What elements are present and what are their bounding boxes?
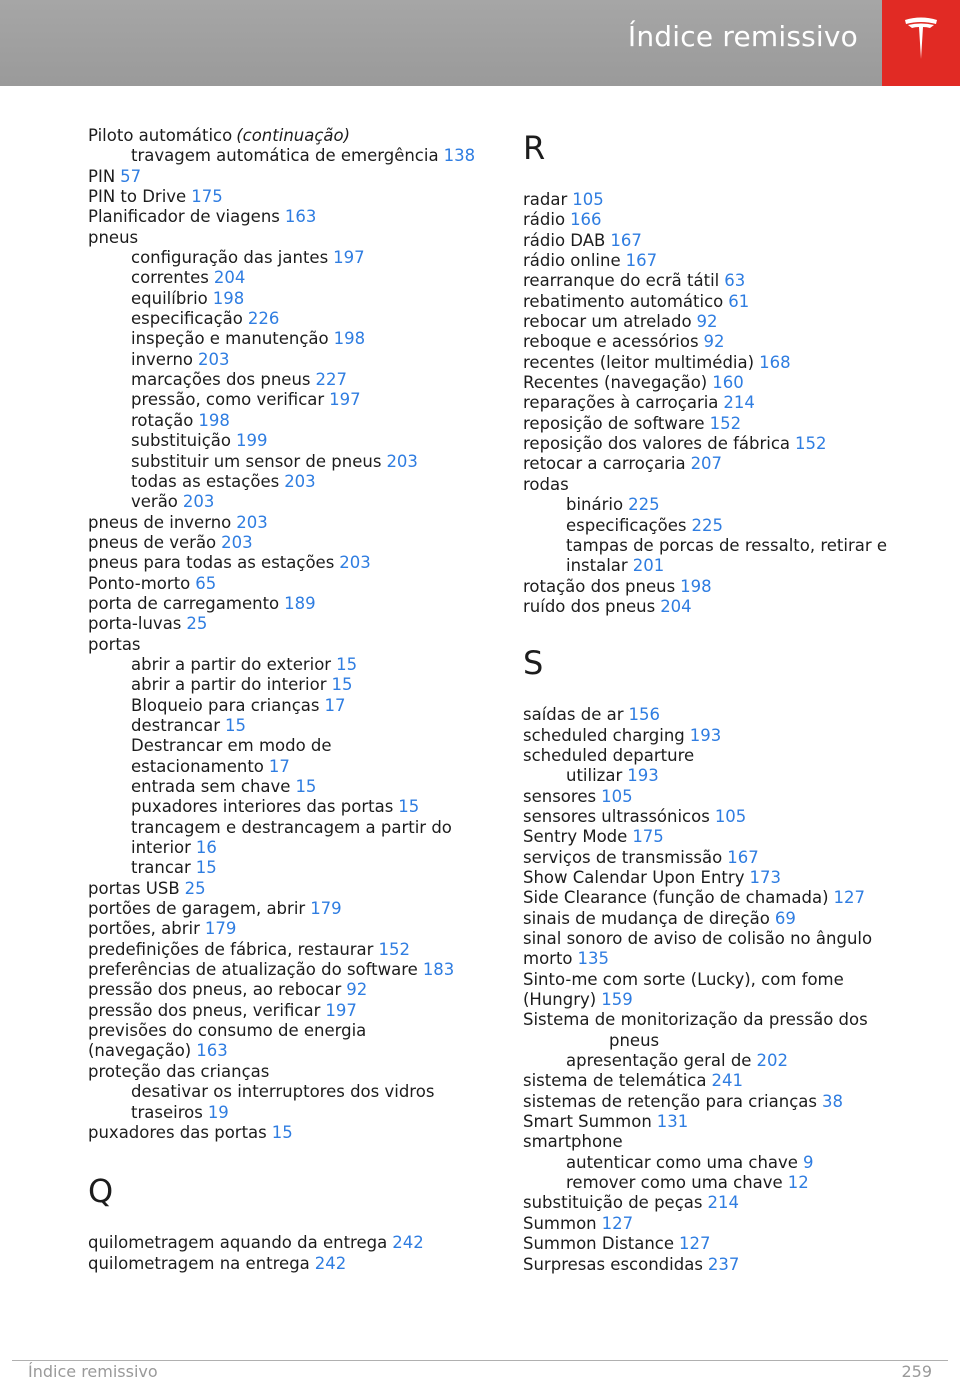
page-reference-link[interactable]: 152 bbox=[378, 939, 410, 959]
index-subentry bbox=[88, 370, 488, 390]
index-entry bbox=[523, 909, 913, 929]
page-title: Índice remissivo bbox=[627, 20, 858, 53]
index-entry bbox=[88, 167, 488, 187]
entry-label: portas bbox=[88, 634, 141, 654]
page-reference-link[interactable]: 193 bbox=[627, 766, 659, 786]
entry-label: pneus para todas as estações bbox=[88, 553, 335, 573]
page-reference-link[interactable]: 19 bbox=[207, 1102, 229, 1122]
page-reference-link[interactable]: 38 bbox=[821, 1091, 843, 1111]
index-entry bbox=[523, 929, 913, 970]
footer-page-number: 259 bbox=[901, 1362, 932, 1381]
entry-label: inverno bbox=[131, 349, 194, 369]
index-subentry bbox=[523, 1031, 913, 1051]
page-reference-link[interactable]: 193 bbox=[689, 725, 722, 745]
index-subentry bbox=[523, 495, 913, 515]
page-reference-link[interactable]: 203 bbox=[236, 512, 268, 532]
index-entry bbox=[88, 1021, 488, 1062]
index-subentry bbox=[88, 390, 488, 410]
entry-label: todas as estações bbox=[131, 471, 280, 491]
page-reference-link[interactable]: 105 bbox=[601, 786, 633, 806]
entry-label: rádio DAB bbox=[523, 230, 606, 250]
index-entry bbox=[523, 373, 913, 393]
entry-label: marcações dos pneus bbox=[131, 370, 311, 390]
index-entry bbox=[523, 231, 913, 251]
page-reference-link[interactable]: 135 bbox=[577, 949, 610, 969]
index-entry bbox=[88, 187, 488, 207]
page-reference-link[interactable]: 203 bbox=[284, 471, 316, 491]
index-subentry bbox=[523, 1153, 913, 1173]
index-entry bbox=[88, 899, 488, 919]
index-entry bbox=[523, 705, 913, 725]
index-entry bbox=[88, 879, 488, 899]
entry-label: puxadores das portas bbox=[88, 1122, 267, 1142]
entry-label: porta-luvas bbox=[88, 614, 182, 634]
page-reference-link[interactable]: 63 bbox=[724, 271, 746, 291]
page-reference-link[interactable]: 92 bbox=[703, 332, 725, 352]
page-reference-link[interactable]: 92 bbox=[346, 980, 368, 1000]
index-entry bbox=[523, 312, 913, 332]
entry-label: remover como uma chave bbox=[566, 1173, 783, 1193]
entry-label: quilometragem aquando da entrega bbox=[88, 1233, 388, 1253]
page-reference-link[interactable]: 189 bbox=[284, 593, 316, 613]
entry-label: Summon Distance bbox=[523, 1234, 675, 1254]
index-entry bbox=[523, 271, 913, 291]
tesla-logo-icon bbox=[903, 16, 939, 62]
page-reference-link[interactable]: 17 bbox=[268, 756, 290, 776]
index-entry bbox=[523, 1132, 913, 1152]
index-entry bbox=[523, 210, 913, 230]
page-reference-link[interactable]: 138 bbox=[443, 146, 476, 166]
page-reference-link[interactable]: 179 bbox=[204, 919, 237, 939]
index-subentry bbox=[88, 452, 488, 472]
entry-label: travagem automática de emergência bbox=[131, 146, 439, 166]
page-reference-link[interactable]: 199 bbox=[235, 431, 268, 451]
entry-label: radar bbox=[523, 190, 568, 209]
entry-label: Planificador de viagens bbox=[88, 207, 280, 227]
index-entry bbox=[523, 1112, 913, 1132]
entry-label: Bloqueio para crianças bbox=[131, 695, 320, 715]
entry-label: puxadores interiores das portas bbox=[131, 797, 394, 817]
page-reference-link[interactable]: 203 bbox=[198, 349, 230, 369]
entry-label: saídas de ar bbox=[523, 705, 624, 725]
index-entry bbox=[88, 553, 488, 573]
page-reference-link[interactable]: 131 bbox=[656, 1112, 689, 1132]
entry-label: especificação bbox=[131, 309, 243, 329]
entry-label: reparações à carroçaria bbox=[523, 393, 719, 413]
index-entry bbox=[88, 1254, 488, 1274]
index-entry bbox=[88, 919, 488, 939]
section-letter: S bbox=[523, 644, 544, 683]
entry-label: abrir a partir do exterior bbox=[131, 654, 332, 674]
index-entry bbox=[523, 827, 913, 847]
page-header bbox=[0, 0, 882, 86]
index-subentry bbox=[88, 1082, 488, 1123]
entry-label: quilometragem na entrega bbox=[88, 1253, 310, 1273]
entry-label: tampas de porcas de ressalto, retirar e instalar bbox=[566, 535, 888, 576]
page-reference-link[interactable]: 197 bbox=[325, 1000, 357, 1020]
index-entry bbox=[523, 1234, 913, 1254]
page-reference-link[interactable]: 175 bbox=[632, 827, 664, 847]
index-subentry bbox=[88, 146, 488, 166]
index-column-left bbox=[88, 126, 488, 1274]
entry-label: pneus de verão bbox=[88, 532, 217, 552]
index-entry bbox=[88, 980, 488, 1000]
entry-label: ruído dos pneus bbox=[523, 596, 656, 616]
entry-label: portões, abrir bbox=[88, 919, 200, 939]
section-letter: R bbox=[523, 129, 546, 167]
page-reference-link[interactable]: 214 bbox=[707, 1193, 739, 1213]
entry-label: reposição dos valores de fábrica bbox=[523, 434, 791, 454]
index-subentry bbox=[523, 1173, 913, 1193]
page-reference-link[interactable]: 127 bbox=[833, 888, 866, 908]
entry-label: sinais de mudança de direção bbox=[523, 908, 770, 928]
entry-label: predefinições de fábrica, restaurar bbox=[88, 939, 374, 959]
index-subentry bbox=[88, 797, 488, 817]
page-reference-link[interactable]: 16 bbox=[195, 838, 217, 858]
index-entry bbox=[523, 807, 913, 827]
index-subentry bbox=[88, 858, 488, 878]
page-reference-link[interactable]: 225 bbox=[691, 515, 724, 535]
page-reference-link[interactable]: 198 bbox=[680, 576, 712, 596]
index-subentry bbox=[523, 1051, 913, 1071]
page-reference-link[interactable]: 214 bbox=[723, 393, 755, 413]
brand-logo-block bbox=[882, 0, 960, 86]
page-reference-link[interactable]: 92 bbox=[696, 312, 718, 332]
page-reference-link[interactable]: 173 bbox=[749, 867, 781, 887]
entry-label: Destrancar em modo de estacionamento bbox=[131, 736, 332, 776]
page-reference-link[interactable]: 241 bbox=[711, 1071, 743, 1091]
entry-label: rebatimento automático bbox=[523, 291, 724, 311]
index-column-right bbox=[523, 126, 913, 1275]
index-entry bbox=[523, 848, 913, 868]
index-entry bbox=[88, 614, 488, 634]
entry-label: sistema de telemática bbox=[523, 1071, 707, 1091]
entry-label: correntes bbox=[131, 268, 209, 288]
entry-label: equilíbrio bbox=[131, 288, 208, 308]
index-entry bbox=[523, 1214, 913, 1234]
page-reference-link[interactable]: 168 bbox=[759, 352, 791, 372]
index-subentry bbox=[88, 716, 488, 736]
entry-label: utilizar bbox=[566, 766, 623, 786]
index-entry bbox=[523, 726, 913, 746]
entry-label: substituição bbox=[131, 431, 231, 451]
entry-label: trancagem e destrancagem a partir do interior bbox=[131, 817, 452, 858]
index-entry bbox=[523, 393, 913, 413]
index-entry bbox=[523, 292, 913, 312]
entry-label: destrancar bbox=[131, 715, 221, 735]
entry-label: sensores bbox=[523, 786, 597, 806]
entry-label: serviços de transmissão bbox=[523, 847, 723, 867]
index-entry bbox=[523, 970, 913, 1011]
entry-label: Summon bbox=[523, 1213, 597, 1233]
index-subentry bbox=[88, 655, 488, 675]
index-entry bbox=[523, 190, 913, 210]
entry-label: substituir um sensor de pneus bbox=[131, 451, 382, 471]
entry-label: rearranque do ecrã tátil bbox=[523, 271, 720, 291]
index-entry bbox=[88, 594, 488, 614]
page-reference-link[interactable]: 127 bbox=[679, 1234, 711, 1254]
index-subentry bbox=[88, 248, 488, 268]
index-entry bbox=[88, 126, 488, 146]
index-entry bbox=[523, 1255, 913, 1275]
index-subentry bbox=[88, 492, 488, 512]
entry-label: configuração das jantes bbox=[131, 248, 329, 268]
continuation-note: (continuação) bbox=[236, 126, 351, 145]
page-reference-link[interactable]: 179 bbox=[310, 899, 342, 919]
entry-label: especificações bbox=[566, 515, 687, 535]
index-entry bbox=[88, 533, 488, 553]
index-entry bbox=[88, 1233, 488, 1253]
page-reference-link[interactable]: 203 bbox=[221, 532, 253, 552]
index-entry bbox=[523, 1092, 913, 1112]
index-entry bbox=[523, 332, 913, 352]
entry-label: Side Clearance (função de chamada) bbox=[523, 888, 829, 908]
page-reference-link[interactable]: 227 bbox=[315, 370, 347, 390]
index-subentry bbox=[88, 289, 488, 309]
page-reference-link[interactable]: 183 bbox=[422, 960, 455, 980]
page-reference-link[interactable]: 226 bbox=[247, 309, 280, 329]
index-entry bbox=[88, 207, 488, 227]
entry-label: sistemas de retenção para crianças bbox=[523, 1091, 817, 1111]
index-entry bbox=[523, 1010, 913, 1030]
entry-label: sensores ultrassónicos bbox=[523, 806, 710, 826]
index-entry bbox=[523, 414, 913, 434]
entry-label: rádio bbox=[523, 210, 566, 230]
page-reference-link[interactable]: 167 bbox=[727, 847, 759, 867]
index-subentry bbox=[88, 411, 488, 431]
entry-label: retocar a carroçaria bbox=[523, 454, 686, 474]
footer-divider bbox=[12, 1360, 948, 1361]
page-reference-link[interactable]: 15 bbox=[295, 777, 317, 796]
index-entry bbox=[523, 868, 913, 888]
entry-label: Ponto-morto bbox=[88, 573, 191, 593]
page-reference-link[interactable]: 175 bbox=[191, 187, 223, 207]
entry-label: rotação dos pneus bbox=[523, 576, 676, 596]
index-entry bbox=[523, 1071, 913, 1091]
index-subentry bbox=[523, 536, 913, 577]
index-subentry bbox=[88, 431, 488, 451]
page-reference-link[interactable]: 198 bbox=[198, 410, 230, 430]
index-entry bbox=[88, 960, 488, 980]
entry-label: pressão, como verificar bbox=[131, 390, 325, 410]
entry-label: trancar bbox=[131, 858, 191, 878]
page-reference-link[interactable]: 15 bbox=[331, 675, 353, 695]
index-subentry bbox=[523, 766, 913, 786]
entry-label: portas USB bbox=[88, 878, 180, 898]
entry-label: Surpresas escondidas bbox=[523, 1254, 703, 1274]
index-entry bbox=[88, 574, 488, 594]
entry-label: verão bbox=[131, 492, 178, 512]
entry-label: apresentação geral de bbox=[566, 1051, 752, 1071]
page-reference-link[interactable]: 166 bbox=[570, 210, 602, 230]
index-subentry bbox=[88, 309, 488, 329]
page-reference-link[interactable]: 15 bbox=[225, 715, 247, 735]
entry-label: scheduled departure bbox=[523, 745, 695, 765]
page-reference-link[interactable]: 242 bbox=[392, 1233, 424, 1253]
entry-label: pressão dos pneus, verificar bbox=[88, 1000, 321, 1020]
entry-label: preferências de atualização do software bbox=[88, 960, 418, 980]
entry-label: pneus de inverno bbox=[88, 512, 232, 532]
entry-label: Smart Summon bbox=[523, 1112, 652, 1132]
index-entry bbox=[88, 635, 488, 655]
page-reference-link[interactable]: 61 bbox=[728, 291, 750, 311]
entry-label: rodas bbox=[523, 474, 569, 494]
entry-label: entrada sem chave bbox=[131, 777, 291, 796]
index-subentry bbox=[88, 777, 488, 797]
page-reference-link[interactable]: 163 bbox=[284, 207, 317, 227]
page-reference-link[interactable]: 197 bbox=[329, 390, 361, 410]
entry-label: PIN bbox=[88, 166, 116, 186]
entry-label: reboque e acessórios bbox=[523, 332, 699, 352]
index-entry bbox=[88, 940, 488, 960]
page-reference-link[interactable]: 17 bbox=[324, 695, 346, 715]
page-reference-link[interactable]: 25 bbox=[186, 614, 208, 634]
index-entry bbox=[88, 1062, 488, 1082]
index-entry bbox=[523, 251, 913, 271]
entry-label: sinal sonoro de aviso de colisão no ângulo morto bbox=[523, 929, 873, 969]
page-reference-link[interactable]: 69 bbox=[774, 908, 796, 928]
page-reference-link[interactable]: 15 bbox=[271, 1122, 293, 1142]
index-subentry bbox=[88, 675, 488, 695]
page-reference-link[interactable]: 152 bbox=[795, 434, 827, 454]
page-reference-link[interactable]: 163 bbox=[196, 1041, 228, 1061]
index-entry bbox=[88, 1001, 488, 1021]
page-reference-link[interactable]: 9 bbox=[802, 1152, 814, 1172]
index-entry bbox=[88, 228, 488, 248]
entry-label: inspeção e manutenção bbox=[131, 329, 329, 349]
page-reference-link[interactable]: 198 bbox=[212, 288, 245, 308]
page-reference-link[interactable]: 65 bbox=[195, 573, 217, 593]
index-entry bbox=[523, 475, 913, 495]
entry-label: Sentry Mode bbox=[523, 827, 628, 847]
page-reference-link[interactable]: 57 bbox=[120, 166, 142, 186]
index-entry bbox=[523, 888, 913, 908]
index-entry bbox=[523, 746, 913, 766]
entry-label: pneus bbox=[88, 227, 139, 247]
page-reference-link[interactable]: 105 bbox=[714, 806, 747, 826]
section-letter: Q bbox=[88, 1172, 114, 1211]
entry-label: Show Calendar Upon Entry bbox=[523, 867, 745, 887]
page-reference-link[interactable]: 204 bbox=[213, 268, 246, 288]
entry-label: binário bbox=[566, 495, 624, 515]
page-reference-link[interactable]: 15 bbox=[195, 858, 217, 878]
entry-label: rebocar um atrelado bbox=[523, 312, 692, 332]
index-entry bbox=[523, 577, 913, 597]
index-subentry bbox=[88, 268, 488, 288]
entry-label: recentes (leitor multimédia) bbox=[523, 352, 755, 372]
page-reference-link[interactable]: 203 bbox=[182, 492, 215, 512]
index-entry bbox=[88, 513, 488, 533]
page-reference-link[interactable]: 225 bbox=[628, 495, 660, 515]
index-subentry bbox=[88, 736, 488, 777]
entry-label: pressão dos pneus, ao rebocar bbox=[88, 980, 342, 1000]
index-subentry bbox=[88, 329, 488, 349]
index-entry bbox=[88, 1123, 488, 1143]
page-reference-link[interactable]: 202 bbox=[756, 1051, 788, 1071]
page-reference-link[interactable]: 156 bbox=[628, 705, 660, 725]
entry-label: porta de carregamento bbox=[88, 593, 280, 613]
entry-label: PIN to Drive bbox=[88, 187, 187, 207]
entry-label: rádio online bbox=[523, 251, 621, 271]
index-subentry bbox=[88, 472, 488, 492]
index-entry bbox=[523, 1193, 913, 1213]
page-reference-link[interactable]: 203 bbox=[386, 451, 418, 471]
page-reference-link[interactable]: 203 bbox=[339, 553, 371, 573]
entry-label: substituição de peças bbox=[523, 1193, 703, 1213]
entry-label: reposição de software bbox=[523, 413, 705, 433]
page-reference-link[interactable]: 160 bbox=[712, 373, 744, 393]
entry-label: Sistema de monitorização da pressão dos bbox=[523, 1010, 868, 1030]
entry-label: rotação bbox=[131, 410, 194, 430]
page-reference-link[interactable]: 127 bbox=[601, 1213, 634, 1233]
page-reference-link[interactable]: 197 bbox=[333, 248, 365, 268]
index-entry bbox=[523, 597, 913, 617]
entry-label: pneus bbox=[609, 1030, 660, 1050]
page-reference-link[interactable]: 207 bbox=[690, 454, 723, 474]
page-reference-link[interactable]: 198 bbox=[333, 329, 366, 349]
entry-label: Piloto automático bbox=[88, 126, 233, 145]
entry-label: Sinto-me com sorte (Lucky), com fome (Hungry) bbox=[523, 969, 844, 1010]
page-reference-link[interactable]: 12 bbox=[787, 1173, 809, 1193]
index-entry bbox=[523, 787, 913, 807]
entry-label: Recentes (navegação) bbox=[523, 373, 708, 393]
entry-label: previsões do consumo de energia (navegação) bbox=[88, 1021, 367, 1061]
index-entry bbox=[523, 434, 913, 454]
page-reference-link[interactable]: 15 bbox=[398, 797, 420, 817]
page-reference-link[interactable]: 159 bbox=[601, 990, 633, 1010]
index-subentry bbox=[88, 350, 488, 370]
page-reference-link[interactable]: 105 bbox=[572, 190, 604, 209]
page-reference-link[interactable]: 167 bbox=[610, 230, 642, 250]
index-entry bbox=[523, 353, 913, 373]
entry-label: abrir a partir do interior bbox=[131, 675, 327, 695]
page-reference-link[interactable]: 167 bbox=[625, 251, 658, 271]
page-reference-link[interactable]: 237 bbox=[707, 1254, 740, 1274]
entry-label: proteção das crianças bbox=[88, 1061, 270, 1081]
page-reference-link[interactable]: 201 bbox=[632, 556, 665, 576]
page-reference-link[interactable]: 25 bbox=[184, 878, 206, 898]
page-reference-link[interactable]: 242 bbox=[314, 1253, 347, 1273]
page-reference-link[interactable]: 204 bbox=[660, 596, 692, 616]
footer-section-title: Índice remissivo bbox=[28, 1362, 158, 1381]
index-subentry bbox=[523, 516, 913, 536]
entry-label: smartphone bbox=[523, 1132, 623, 1152]
entry-label: autenticar como uma chave bbox=[566, 1152, 798, 1172]
entry-label: scheduled charging bbox=[523, 725, 685, 745]
entry-label: desativar os interruptores dos vidros traseiros bbox=[131, 1082, 435, 1122]
page-reference-link[interactable]: 152 bbox=[709, 413, 742, 433]
index-subentry bbox=[88, 818, 488, 859]
index-entry bbox=[523, 454, 913, 474]
index-subentry bbox=[88, 696, 488, 716]
entry-label: portões de garagem, abrir bbox=[88, 899, 306, 919]
page-reference-link[interactable]: 15 bbox=[336, 654, 358, 674]
